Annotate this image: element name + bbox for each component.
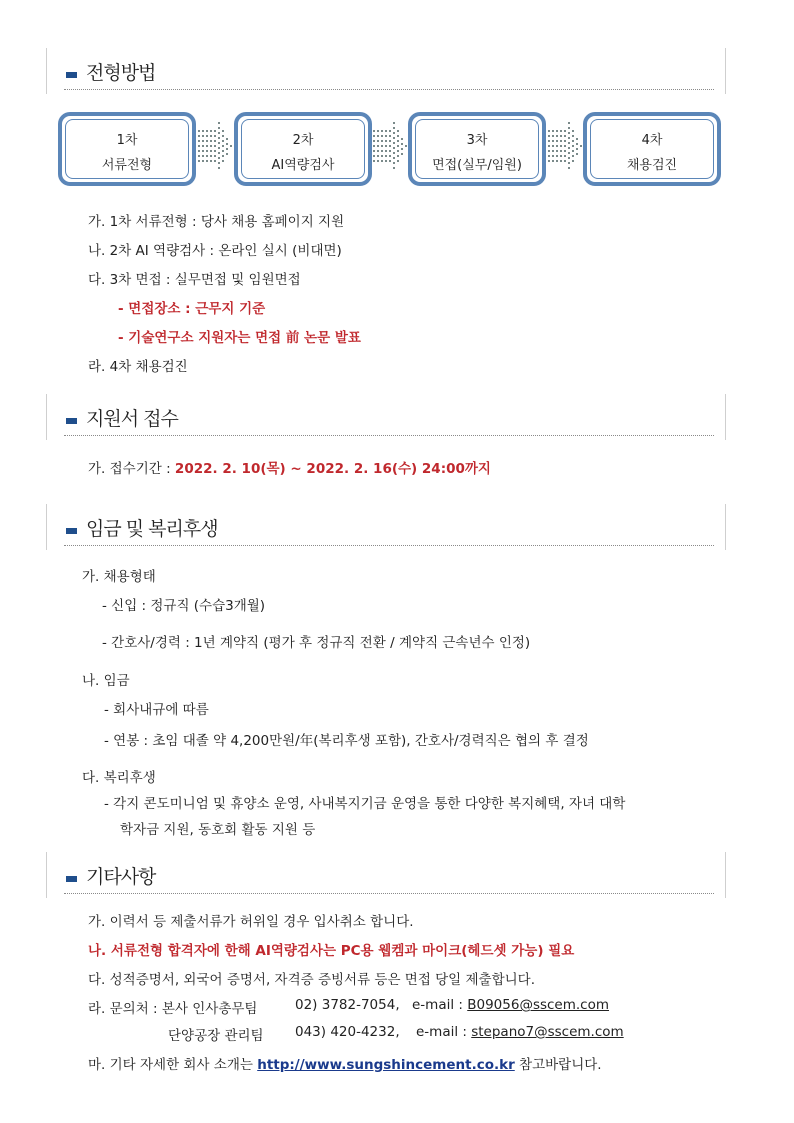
etc-item-certificates: 다. 성적증명서, 외국어 증명서, 자격증 증빙서류 등은 면접 당일 제출합니다. — [88, 972, 536, 988]
arrow-right-icon — [198, 118, 232, 174]
process-subitem-location: - 면접장소 : 근무지 기준 — [118, 301, 266, 317]
etc-contact-hq — [88, 997, 257, 1017]
website-link[interactable]: http://www.sungshincement.co.kr — [257, 1057, 515, 1073]
application-period-value: 2022. 2. 10(목) ~ 2022. 2. 16(수) 24:00까지 — [174, 461, 491, 477]
step-number: 2차 — [292, 133, 314, 148]
step-name: 서류전형 — [101, 158, 153, 173]
step-box-3 — [408, 112, 546, 186]
step-number: 1차 — [116, 133, 138, 148]
section-title: 임금 및 복리후생 — [86, 518, 218, 540]
welfare-item-benefits: 다. 복리후생 — [82, 770, 156, 786]
section-header-application — [46, 394, 726, 440]
welfare-subitem-benefits-2: 학자금 지원, 동호회 활동 지원 등 — [120, 822, 316, 838]
step-name: AI역량검사 — [271, 158, 335, 173]
contact-label: 라. 문의처 : 본사 인사총무팀 — [88, 1001, 258, 1017]
section-title: 기타사항 — [86, 866, 156, 888]
process-item-2: 나. 2차 AI 역량검사 : 온라인 실시 (비대면) — [88, 243, 342, 259]
step-box-4 — [583, 112, 721, 186]
email-link-hq[interactable]: B09056@sscem.com — [467, 997, 610, 1013]
step-name: 채용검진 — [626, 158, 678, 173]
welfare-item-wage: 나. 임금 — [82, 673, 130, 689]
section-marker-icon — [66, 876, 77, 882]
website-pre: 마. 기타 자세한 회사 소개는 — [88, 1057, 258, 1073]
step-box-2 — [234, 112, 372, 186]
process-item-3: 다. 3차 면접 : 실무면접 및 임원면접 — [88, 272, 301, 288]
contact-phone-plant: 043) 420-4232, — [295, 1024, 400, 1040]
section-title: 지원서 접수 — [86, 408, 178, 430]
etc-item-website — [88, 1053, 602, 1073]
email-label: e-mail : — [412, 997, 468, 1013]
contact-label-plant: 단양공장 관리팀 — [168, 1028, 264, 1044]
step-name: 면접(실무/임원) — [432, 158, 522, 173]
section-marker-icon — [66, 72, 77, 78]
process-subitem-research: - 기술연구소 지원자는 면접 前 논문 발표 — [118, 330, 361, 346]
contact-phone-hq: 02) 3782-7054, — [295, 997, 400, 1013]
application-period-label: 가. 접수기간 : — [88, 461, 175, 477]
welfare-subitem-nurse: - 간호사/경력 : 1년 계약직 (평가 후 정규직 전환 / 계약직 근속년수 인정) — [102, 635, 531, 651]
etc-item-false-docs: 가. 이력서 등 제출서류가 허위일 경우 입사취소 합니다. — [88, 914, 414, 930]
arrow-right-icon — [373, 118, 407, 174]
application-period — [88, 457, 491, 477]
section-header-welfare — [46, 504, 726, 550]
welfare-subitem-benefits-1: - 각지 콘도미니엄 및 휴양소 운영, 사내복지기금 운영을 통한 다양한 복지혜택, 자녀 대학 — [104, 796, 626, 812]
etc-item-ai-test: 나. 서류전형 합격자에 한해 AI역량검사는 PC용 웹켐과 마이크(헤드셋 가능) 필요 — [88, 943, 575, 959]
email-link-plant[interactable]: stepano7@sscem.com — [471, 1024, 624, 1040]
contact-email-plant-row — [416, 1024, 624, 1040]
section-marker-icon — [66, 528, 77, 534]
process-item-4: 라. 4차 채용검진 — [88, 359, 188, 375]
step-box-1 — [58, 112, 196, 186]
welfare-subitem-policy: - 회사내규에 따름 — [104, 702, 209, 718]
contact-email-hq-row — [412, 997, 609, 1013]
section-marker-icon — [66, 418, 77, 424]
process-item-1: 가. 1차 서류전형 : 당사 채용 홈페이지 지원 — [88, 214, 345, 230]
step-number: 3차 — [466, 133, 488, 148]
arrow-right-icon — [548, 118, 582, 174]
step-number: 4차 — [641, 133, 663, 148]
section-header-selection — [46, 48, 726, 94]
section-title: 전형방법 — [86, 62, 156, 84]
welfare-subitem-salary: - 연봉 : 초임 대졸 약 4,200만원/年(복리후생 포함), 간호사/경력직은 협의 후 결정 — [104, 733, 589, 749]
welfare-item-type: 가. 채용형태 — [82, 569, 156, 585]
welfare-subitem-new: - 신입 : 정규직 (수습3개월) — [102, 598, 266, 614]
website-post: 참고바랍니다. — [514, 1057, 602, 1073]
email-label: e-mail : — [416, 1024, 472, 1040]
section-header-etc — [46, 852, 726, 898]
